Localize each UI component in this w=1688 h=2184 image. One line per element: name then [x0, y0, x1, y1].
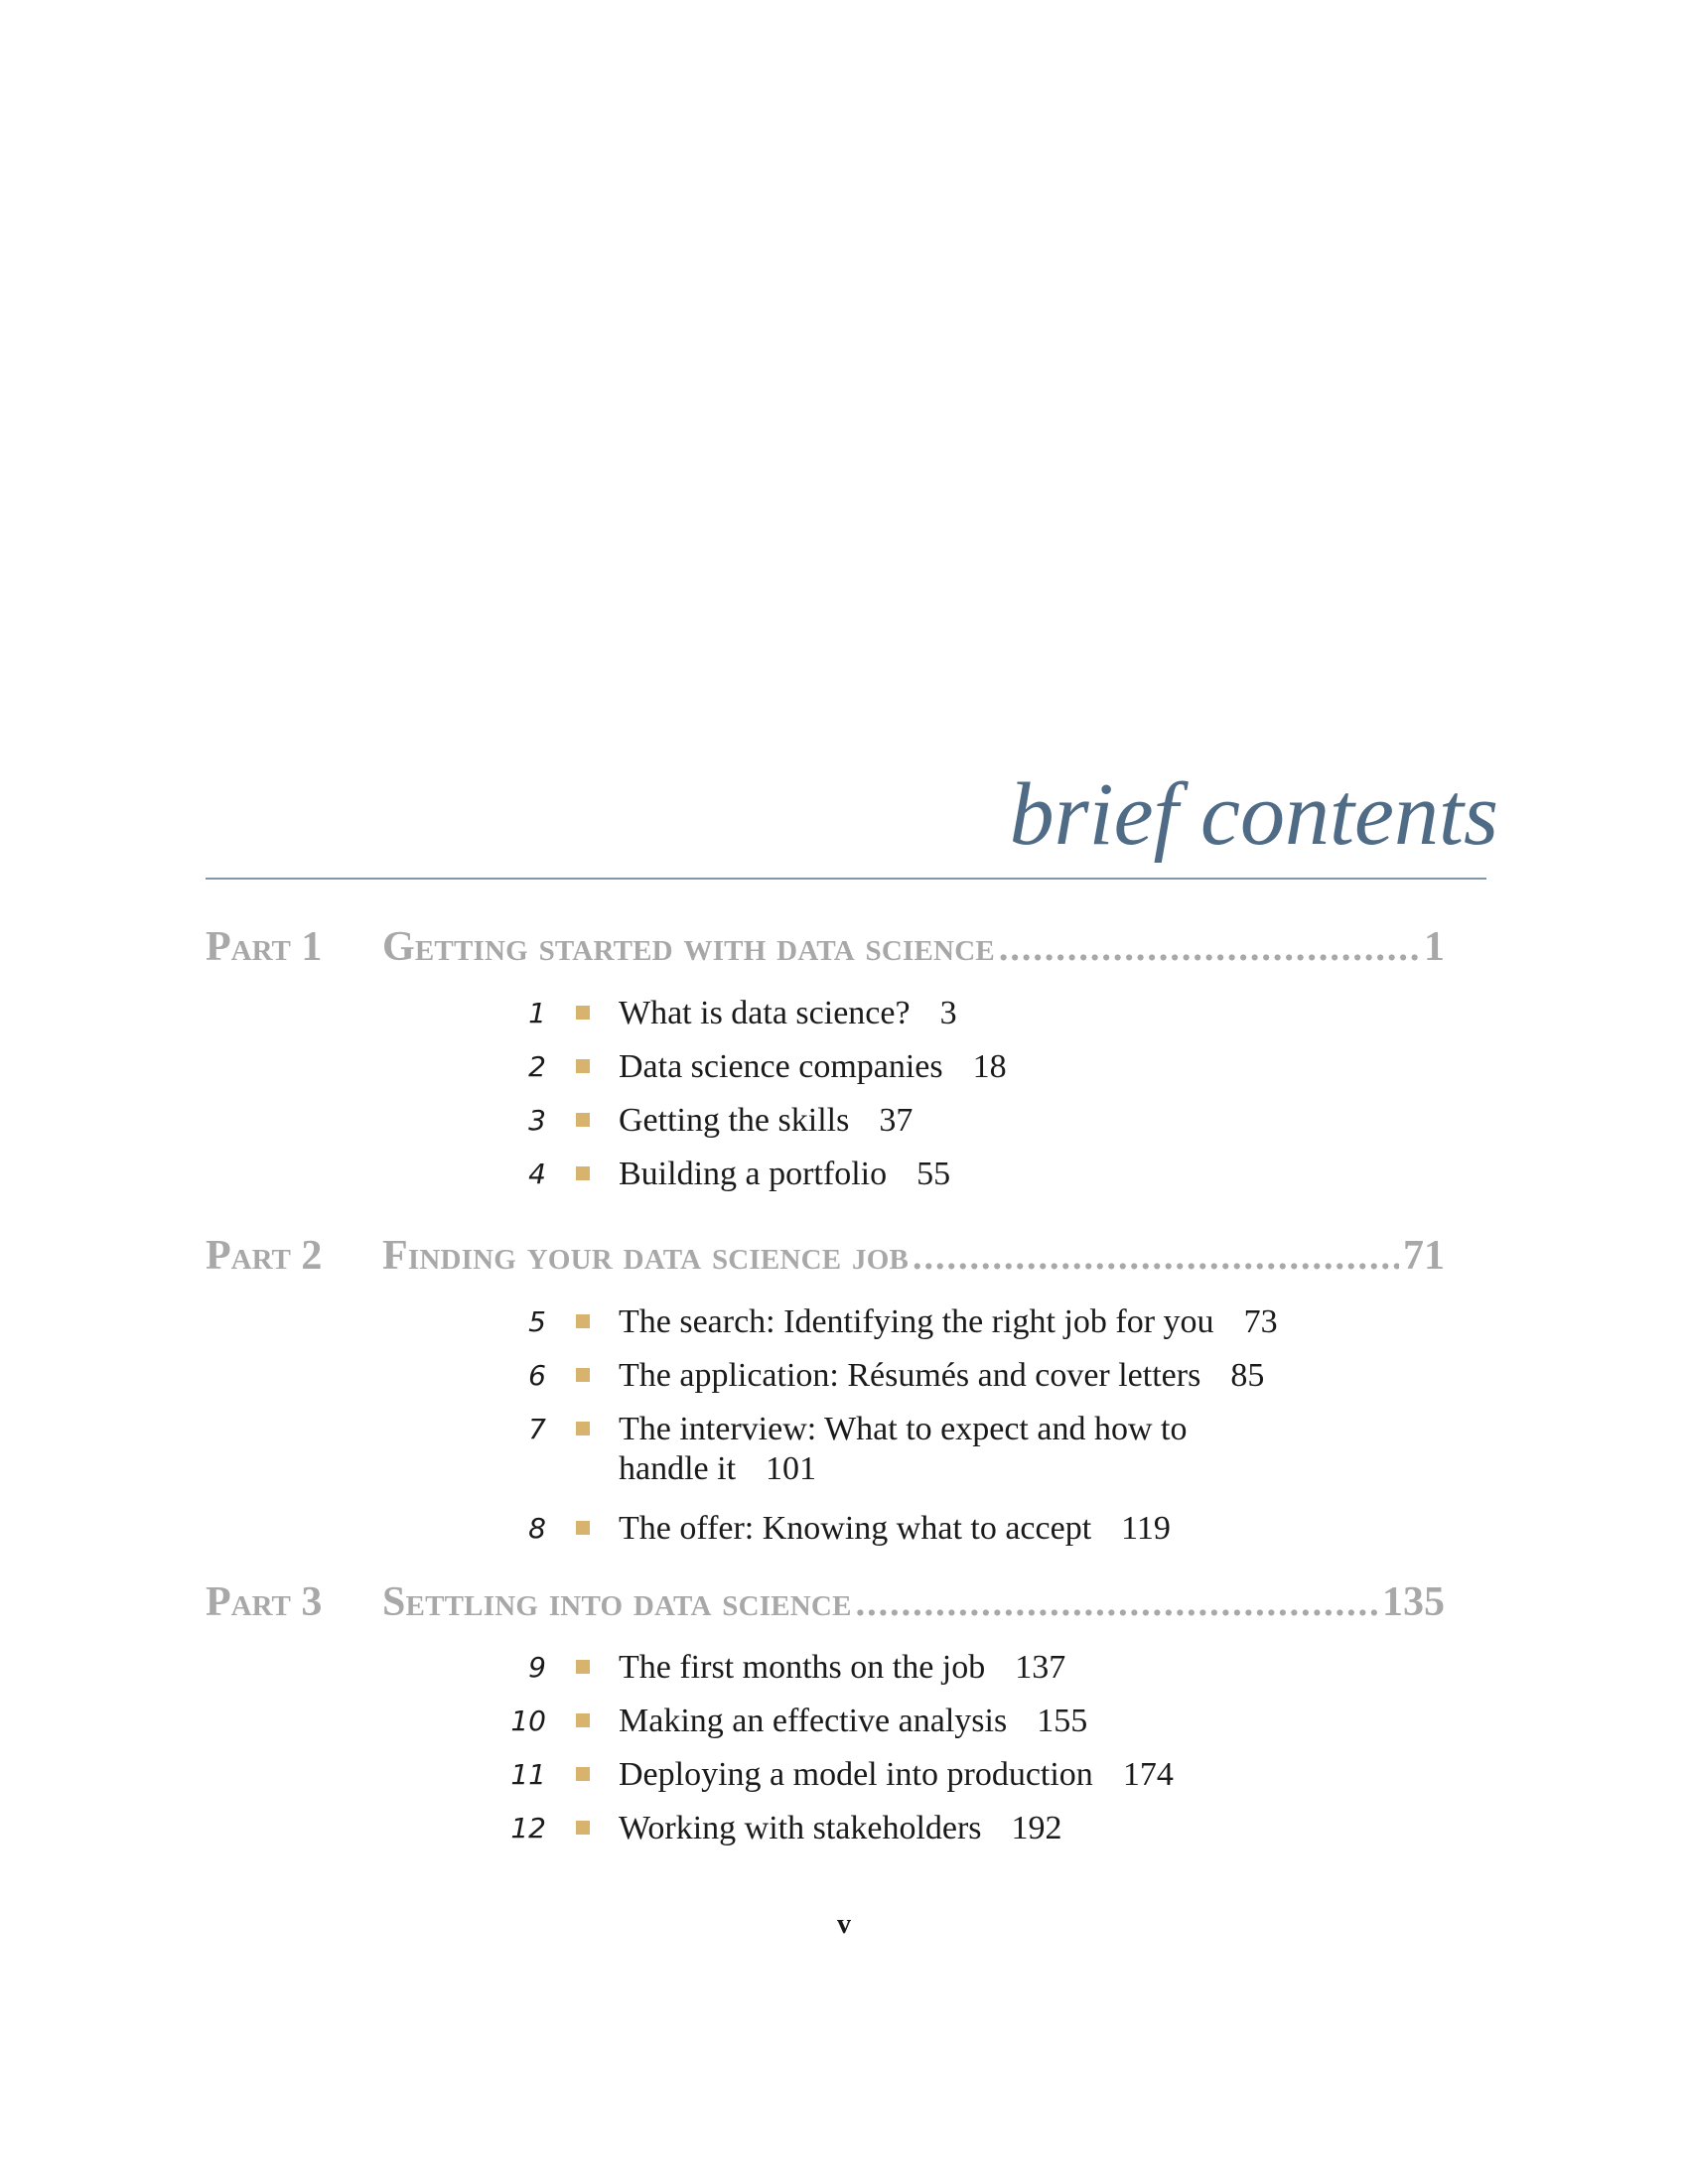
square-bullet-icon — [576, 1713, 590, 1727]
part-page-number: 71 — [1403, 1233, 1445, 1279]
page-title: brief contents — [1009, 765, 1498, 864]
chapter-title: The offer: Knowing what to accept — [619, 1510, 1092, 1547]
part-heading[interactable] — [206, 1572, 1445, 1632]
title-divider — [206, 878, 1486, 880]
square-bullet-icon — [576, 1521, 590, 1535]
square-bullet-icon — [576, 1166, 590, 1180]
page-number-folio: v — [837, 1909, 851, 1940]
square-bullet-icon — [576, 1006, 590, 1020]
part-heading[interactable] — [206, 917, 1445, 977]
chapter-title: Data science companies — [619, 1048, 943, 1085]
chapter-page-number: 101 — [766, 1450, 817, 1487]
chapter-page-number: 155 — [1037, 1703, 1088, 1739]
chapter-page-number: 73 — [1243, 1303, 1278, 1340]
chapter-page-number: 3 — [939, 995, 957, 1031]
chapter-title: Getting the skills — [619, 1102, 850, 1139]
chapter-number: 4 — [528, 1158, 546, 1190]
square-bullet-icon — [576, 1368, 590, 1382]
chapter-page-number: 37 — [879, 1102, 914, 1139]
chapter-title: The interview: What to expect and how to handle it — [619, 1411, 1188, 1487]
square-bullet-icon — [576, 1314, 590, 1328]
part-label: Part 1 — [206, 924, 323, 970]
part-page-number: 135 — [1382, 1579, 1445, 1625]
part-label: Part 2 — [206, 1233, 323, 1279]
dot-leader — [856, 1573, 1378, 1633]
square-bullet-icon — [576, 1113, 590, 1127]
chapter-page-number: 85 — [1230, 1357, 1265, 1394]
square-bullet-icon — [576, 1767, 590, 1781]
chapter-number: 6 — [528, 1359, 546, 1392]
chapter-title: Deploying a model into production — [619, 1756, 1093, 1793]
chapter-page-number: 174 — [1122, 1756, 1174, 1793]
chapter-number: 9 — [528, 1651, 546, 1684]
part-title: Getting started with data science — [382, 924, 995, 970]
chapter-number: 5 — [528, 1305, 546, 1338]
chapter-title: The search: Identifying the right job for you — [619, 1303, 1214, 1340]
part-heading[interactable] — [206, 1226, 1445, 1286]
chapter-number: 7 — [528, 1413, 546, 1445]
chapter-title: Making an effective analysis — [619, 1703, 1008, 1739]
part-label: Part 3 — [206, 1579, 323, 1625]
chapter-page-number: 55 — [916, 1156, 951, 1192]
part-title: Settling into data science — [382, 1579, 852, 1625]
chapter-title: The application: Résumés and cover letters — [619, 1357, 1201, 1394]
chapter-title: Working with stakeholders — [619, 1810, 982, 1846]
chapter-number: 11 — [510, 1758, 546, 1791]
square-bullet-icon — [576, 1422, 590, 1435]
square-bullet-icon — [576, 1821, 590, 1835]
chapter-page-number: 18 — [972, 1048, 1007, 1085]
chapter-number: 1 — [528, 997, 546, 1029]
square-bullet-icon — [576, 1660, 590, 1674]
chapter-title: What is data science? — [619, 995, 911, 1031]
chapter-number: 12 — [510, 1812, 546, 1844]
square-bullet-icon — [576, 1059, 590, 1073]
part-title: Finding your data science job — [382, 1233, 909, 1279]
chapter-title: Building a portfolio — [619, 1156, 888, 1192]
chapter-number: 2 — [528, 1050, 546, 1083]
dot-leader — [913, 1227, 1399, 1287]
dot-leader — [999, 918, 1420, 978]
chapter-title: The first months on the job — [619, 1649, 986, 1686]
chapter-number: 3 — [528, 1104, 546, 1137]
chapter-page-number: 192 — [1011, 1810, 1062, 1846]
chapter-page-number: 119 — [1121, 1510, 1171, 1547]
chapter-number: 10 — [510, 1705, 546, 1737]
chapter-page-number: 137 — [1015, 1649, 1066, 1686]
chapter-number: 8 — [528, 1512, 546, 1545]
part-page-number: 1 — [1424, 924, 1445, 970]
